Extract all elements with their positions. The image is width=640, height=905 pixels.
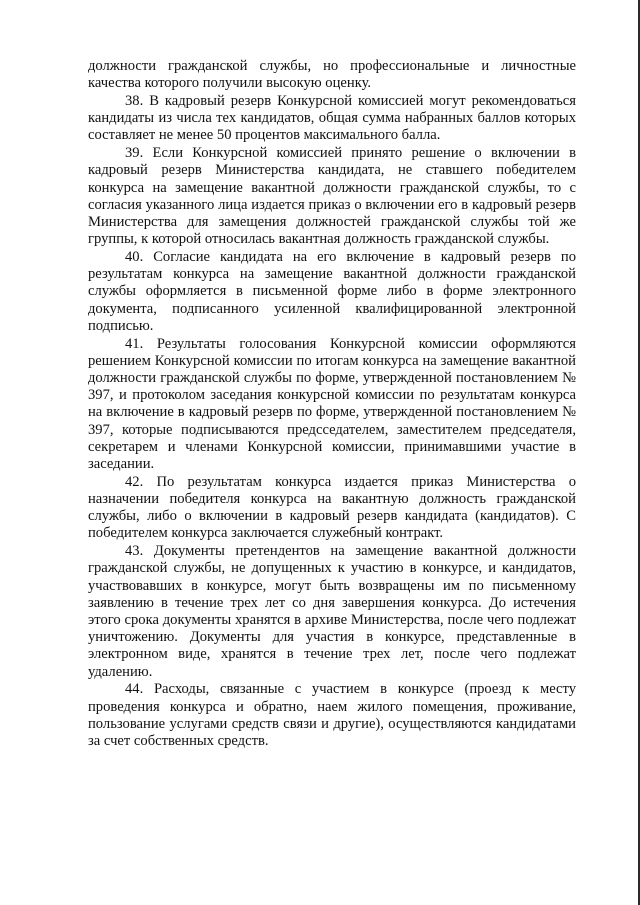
paragraph-44: 44. Расходы, связанные с участием в конкурсе (проезд к месту проведения конкурса и обратно, наем жилого помещения, проживание, пользование услугами средств связи и другие), осуществляются кандидатами за счет собственных средств. [88, 681, 576, 750]
paragraph-41: 41. Результаты голосования Конкурсной комиссии оформляются решением Конкурсной комиссии по итогам конкурса на замещение вакантной должности гражданской службы по форме, утвержденной постановлением № 397, и протоколом заседания конкурсной комиссии по результатам конкурса на включение в кадровый резерв по форме, утвержденной постановлением № 397, которые подписываются предсседателем, заместителем председателя, секретарем и членами Конкурсной комиссии, принимавшими участие в заседании. [88, 335, 576, 473]
paragraph-39: 39. Если Конкурсной комиссией принято решение о включении в кадровый резерв Министерства кандидата, не ставшего победителем конкурса на замещение вакантной должности гражданской службы, то с согласия указанного лица издается приказ о включении его в кадровый резерв Министерства для замещения должностей гражданской службы той же группы, к которой относилась вакантная должность гражданской службы. [88, 145, 576, 248]
paragraph-42: 42. По результатам конкурса издается приказ Министерства о назначении победителя конкурса на вакантную должность гражданской службы, либо о включении в кадровый резерв кандидата (кандидатов). С победителем конкурса заключается служебный контракт. [88, 473, 576, 542]
paragraph-continuation: должности гражданской службы, но профессиональные и личностные качества которого получили высокую оценку. [88, 58, 576, 92]
document-page [88, 58, 576, 751]
paragraph-38: 38. В кадровый резерв Конкурсной комиссией могут рекомендоваться кандидаты из числа тех кандидатов, общая сумма набранных баллов которых составляет не менее 50 процентов максимального балла. [88, 93, 576, 144]
paragraph-43: 43. Документы претендентов на замещение вакантной должности гражданской службы, не допущенных к участию в конкурсе, и кандидатов, участвовавших в конкурсе, могут быть возвращены им по письменному заявлению в течение трех лет со дня завершения конкурса. До истечения этого срока документы хранятся в архиве Министерства, после чего подлежат уничтожению. Документы для участия в конкурсе, представленные в электронном виде, хранятся в течение трех лет, после чего подлежат удалению. [88, 543, 576, 680]
paragraph-40: 40. Согласие кандидата на его включение в кадровый резерв по результатам конкурса на замещение вакантной должности гражданской службы оформляется в письменной форме либо в форме электронного документа, подписанного усиленной квалифицированной электронной подписью. [88, 249, 576, 334]
